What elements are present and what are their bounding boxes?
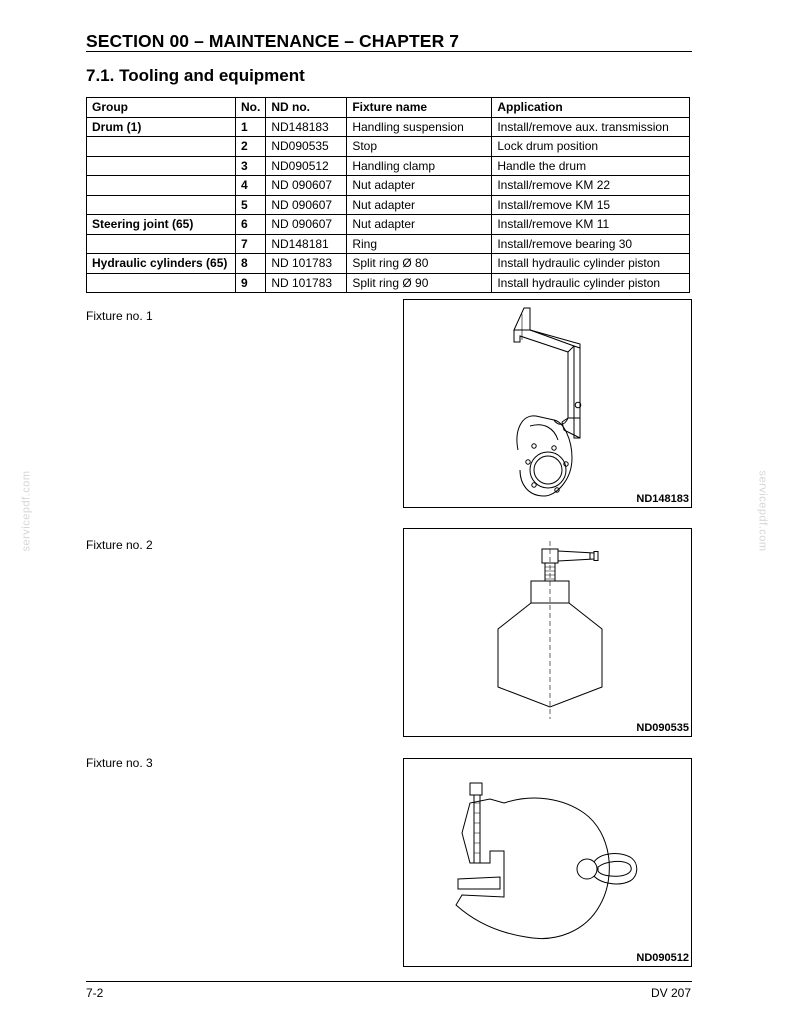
cell-fixture-name: Nut adapter bbox=[347, 195, 492, 215]
fixture-1-figure bbox=[403, 299, 692, 508]
fixture-1-label: Fixture no. 1 bbox=[86, 309, 153, 323]
cell-no: 7 bbox=[236, 234, 266, 254]
watermark-right: servicepdf.com bbox=[756, 470, 769, 552]
cell-nd-no: ND 101783 bbox=[266, 254, 347, 274]
table-row bbox=[87, 234, 690, 254]
page-number: 7-2 bbox=[86, 986, 104, 1000]
table-row bbox=[87, 137, 690, 157]
cell-nd-no: ND090512 bbox=[266, 156, 347, 176]
cell-group bbox=[87, 137, 236, 157]
table-row bbox=[87, 156, 690, 176]
table-header-row bbox=[87, 98, 690, 118]
cell-no: 8 bbox=[236, 254, 266, 274]
table-row bbox=[87, 273, 690, 293]
cell-group: Drum (1) bbox=[87, 117, 236, 137]
cell-nd-no: ND090535 bbox=[266, 137, 347, 157]
fixture-2-label: Fixture no. 2 bbox=[86, 538, 153, 552]
cell-application: Install/remove bearing 30 bbox=[492, 234, 690, 254]
cell-group bbox=[87, 156, 236, 176]
cell-nd-no: ND 101783 bbox=[266, 273, 347, 293]
cell-no: 6 bbox=[236, 215, 266, 235]
handling-clamp-drawing bbox=[404, 759, 691, 966]
document-code: DV 207 bbox=[650, 986, 691, 1000]
cell-group: Steering joint (65) bbox=[87, 215, 236, 235]
cell-application: Install hydraulic cylinder piston bbox=[492, 254, 690, 274]
cell-application: Handle the drum bbox=[492, 156, 690, 176]
cell-application: Install hydraulic cylinder piston bbox=[492, 273, 690, 293]
tooling-table bbox=[86, 97, 690, 293]
table-row bbox=[87, 254, 690, 274]
cell-no: 3 bbox=[236, 156, 266, 176]
table-row bbox=[87, 195, 690, 215]
cell-application: Install/remove KM 11 bbox=[492, 215, 690, 235]
table-row bbox=[87, 215, 690, 235]
cell-group bbox=[87, 234, 236, 254]
handling-suspension-drawing bbox=[404, 300, 691, 507]
table-row bbox=[87, 176, 690, 196]
stop-drawing bbox=[404, 529, 691, 736]
header-divider bbox=[86, 51, 692, 52]
chapter-header: SECTION 00 – MAINTENANCE – CHAPTER 7 bbox=[86, 31, 460, 51]
cell-no: 4 bbox=[236, 176, 266, 196]
cell-no: 1 bbox=[236, 117, 266, 137]
cell-nd-no: ND 090607 bbox=[266, 176, 347, 196]
cell-fixture-name: Split ring Ø 80 bbox=[347, 254, 492, 274]
fixture-1-code: ND148183 bbox=[636, 493, 689, 505]
cell-fixture-name: Nut adapter bbox=[347, 176, 492, 196]
cell-nd-no: ND 090607 bbox=[266, 195, 347, 215]
cell-fixture-name: Handling suspension bbox=[347, 117, 492, 137]
cell-application: Install/remove aux. transmission bbox=[492, 117, 690, 137]
cell-group bbox=[87, 176, 236, 196]
cell-group: Hydraulic cylinders (65) bbox=[87, 254, 236, 274]
cell-no: 9 bbox=[236, 273, 266, 293]
cell-fixture-name: Stop bbox=[347, 137, 492, 157]
cell-no: 2 bbox=[236, 137, 266, 157]
col-header-application: Application bbox=[492, 98, 690, 118]
cell-application: Lock drum position bbox=[492, 137, 690, 157]
col-header-nd-no: ND no. bbox=[266, 98, 347, 118]
col-header-group: Group bbox=[87, 98, 236, 118]
cell-fixture-name: Ring bbox=[347, 234, 492, 254]
fixture-2-figure bbox=[403, 528, 692, 737]
cell-fixture-name: Nut adapter bbox=[347, 215, 492, 235]
fixture-3-code: ND090512 bbox=[636, 952, 689, 964]
cell-nd-no: ND148181 bbox=[266, 234, 347, 254]
col-header-fixture-name: Fixture name bbox=[347, 98, 492, 118]
watermark-left: servicepdf.com bbox=[20, 470, 33, 552]
col-header-no: No. bbox=[236, 98, 266, 118]
cell-no: 5 bbox=[236, 195, 266, 215]
fixture-2-code: ND090535 bbox=[636, 722, 689, 734]
cell-group bbox=[87, 195, 236, 215]
cell-group bbox=[87, 273, 236, 293]
table-row bbox=[87, 117, 690, 137]
fixture-3-label: Fixture no. 3 bbox=[86, 756, 153, 770]
cell-nd-no: ND148183 bbox=[266, 117, 347, 137]
cell-fixture-name: Handling clamp bbox=[347, 156, 492, 176]
cell-nd-no: ND 090607 bbox=[266, 215, 347, 235]
cell-fixture-name: Split ring Ø 90 bbox=[347, 273, 492, 293]
cell-application: Install/remove KM 15 bbox=[492, 195, 690, 215]
section-title: 7.1. Tooling and equipment bbox=[86, 66, 305, 85]
fixture-3-figure bbox=[403, 758, 692, 967]
footer-divider bbox=[86, 981, 692, 982]
cell-application: Install/remove KM 22 bbox=[492, 176, 690, 196]
